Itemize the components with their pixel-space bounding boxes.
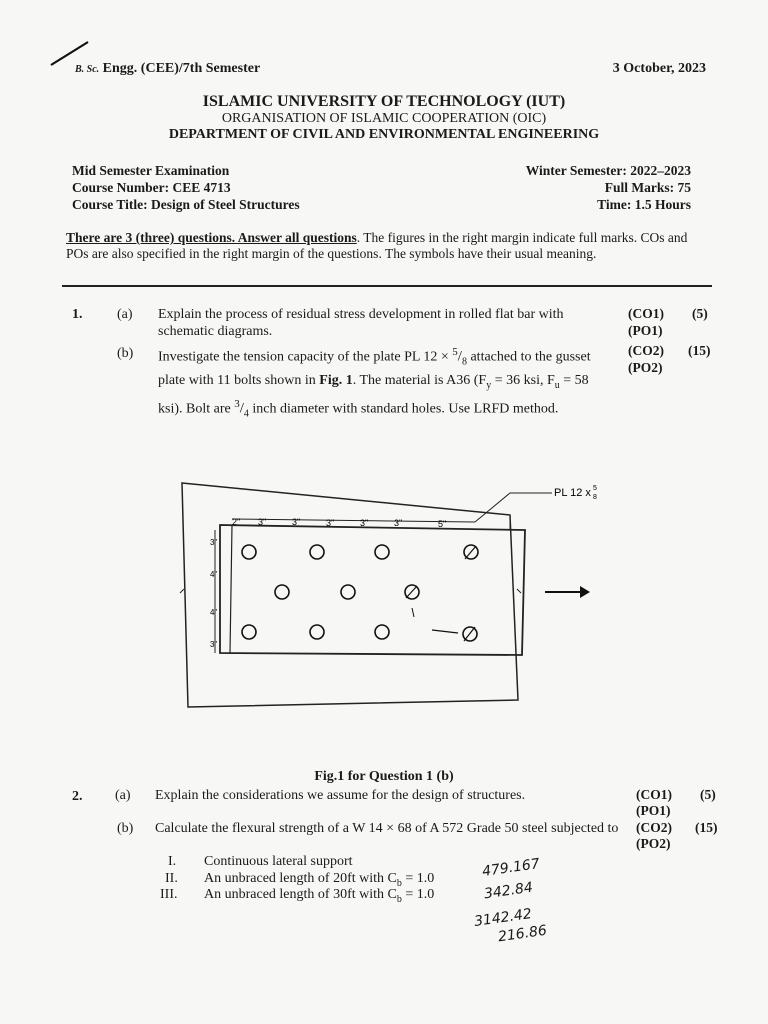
q1b-text-part: attached to the gusset plate with 11 bolts shown in <box>158 349 591 389</box>
exam-info-right <box>526 162 691 213</box>
dim-top: 3" <box>292 517 301 527</box>
q1a-po: (PO1) <box>628 323 663 338</box>
connection-figure <box>170 475 630 715</box>
dim-side: 3" <box>210 538 218 547</box>
q1b-marks: (15) <box>688 343 711 358</box>
q1b-co: (CO2) <box>628 343 664 358</box>
fig-reference: Fig. 1 <box>319 373 353 389</box>
dim-top: 2" <box>232 517 241 527</box>
exam-name: Mid Semester Examination <box>72 163 230 178</box>
handwritten-note: 3142.42 <box>473 906 533 930</box>
q1b-text-part: . The material is A36 (F <box>352 373 487 389</box>
full-marks: Full Marks: 75 <box>604 180 691 195</box>
divider <box>62 285 712 287</box>
frac-num: 5 <box>452 346 458 358</box>
q1a-label: (a) <box>117 307 133 322</box>
dim-side: 4" <box>210 570 218 579</box>
dim-top: 5" <box>438 519 447 529</box>
item-text: An unbraced length of 20ft with C <box>204 871 397 886</box>
instructions <box>66 230 706 262</box>
q2b-item-text <box>204 886 434 908</box>
instructions-lead: There are 3 (three) questions. Answer all questions <box>66 230 357 245</box>
degree-prefix: B. Sc. <box>75 64 100 75</box>
q2b-po: (PO2) <box>636 836 671 851</box>
handwritten-note: 342.84 <box>483 879 534 903</box>
course-number: Course Number: CEE 4713 <box>72 180 231 195</box>
cb-subscript: b <box>396 893 402 905</box>
dim-side: 4" <box>210 608 218 617</box>
q1a-text: Explain the process of residual stress development in rolled flat bar with schematic diagrams. <box>158 307 564 339</box>
university-name: ISLAMIC UNIVERSITY OF TECHNOLOGY (IUT) <box>202 93 566 110</box>
exam-time: Time: 1.5 Hours <box>597 197 691 212</box>
q1b-text-part: = 58 ksi). Bolt are <box>158 373 589 417</box>
q2b-label: (b) <box>117 821 134 836</box>
q2b-item-text: Continuous lateral support <box>204 854 353 869</box>
q2a-text: Explain the considerations we assume for the design of structures. <box>155 788 526 803</box>
bolt-frac-num: 3 <box>234 398 240 411</box>
cb-subscript: b <box>396 877 402 889</box>
bolt-hole <box>275 585 289 599</box>
handwritten-note: 479.167 <box>481 856 541 880</box>
item-text: An unbraced length of 30ft with C <box>204 887 397 902</box>
q1b-text-part: Investigate the tension capacity of the plate PL 12 × <box>158 349 449 365</box>
plate-label: PL 12 x <box>554 487 591 499</box>
q2b-item-num: III. <box>160 887 178 902</box>
bolt-hole <box>375 545 389 559</box>
q2b-marks: (15) <box>695 820 718 835</box>
course-title: Course Title: Design of Steel Structures <box>72 197 300 212</box>
fu-subscript: u <box>554 380 560 392</box>
q1b-text: Investigate the tension capacity of the plate PL $12 \times ^5/_8$ attached to the gusset plate with 11 bolts shown in Fig. 1. The material is A36 ($F_y = 36$ ksi, $F_u = 58$ ksi). Bolt are $^3/_4$ inch diameter with standard holes. Use LRFD method. <box>158 346 591 420</box>
item-tail: = 1.0 <box>401 871 435 886</box>
q2a-po: (PO1) <box>636 803 671 818</box>
q1b-text-part: inch diameter with standard holes. Use LRFD method. <box>248 401 559 417</box>
bolt-hole <box>242 625 256 639</box>
dim-top: 3" <box>360 518 369 528</box>
q2b-item-num: I. <box>168 854 177 869</box>
q1a-marks: (5) <box>692 306 708 321</box>
fy-subscript: y <box>486 380 492 392</box>
q1b-label: (b) <box>117 346 134 361</box>
bolt-frac-den: 4 <box>243 408 249 420</box>
exam-info-left <box>72 162 300 213</box>
bolt-hole <box>242 545 256 559</box>
bolt-hole <box>310 625 324 639</box>
bolt-hole <box>310 545 324 559</box>
q1b-text-part: = 36 ksi, F <box>491 373 555 389</box>
q2b-text: Calculate the flexural strength of a W 14 × 68 of A 572 Grade 50 steel subjected to <box>155 821 619 836</box>
department-name: DEPARTMENT OF CIVIL AND ENVIRONMENTAL ENGINEERING <box>168 127 600 142</box>
q2a-co: (CO1) <box>636 787 672 802</box>
dim-top: 3" <box>258 517 267 527</box>
q2b-item-num: II. <box>165 871 178 886</box>
q2b-co: (CO2) <box>636 820 672 835</box>
figure-caption: Fig.1 for Question 1 (b) <box>314 769 454 784</box>
program-name: Engg. (CEE)/7th Semester <box>102 61 261 76</box>
q1a-co: (CO1) <box>628 306 664 321</box>
plate-label-frac-num: 5 <box>593 485 597 492</box>
plate-label-frac-den: 8 <box>593 494 597 501</box>
label-leader <box>475 493 552 522</box>
bolt-hole <box>375 625 389 639</box>
q2a-marks: (5) <box>700 787 716 802</box>
semester: Winter Semester: 2022–2023 <box>525 163 691 178</box>
q1-number: 1. <box>72 307 83 322</box>
dim-side: 3" <box>210 640 218 649</box>
dim-top: 3" <box>326 518 335 528</box>
instructions-rest: . The figures in the right margin indicate full marks. COs and POs are also specified in the right margin of the questions. The symbols have their usual meaning. <box>66 230 688 261</box>
handwritten-note: 216.86 <box>497 922 548 946</box>
bolt-hole <box>341 585 355 599</box>
q2a-label: (a) <box>115 788 131 803</box>
q2-number: 2. <box>72 789 83 804</box>
organisation-name: ORGANISATION OF ISLAMIC COOPERATION (OIC) <box>221 111 547 126</box>
dim-top: 3" <box>394 518 403 528</box>
program-line <box>75 61 260 77</box>
exam-date: 3 October, 2023 <box>612 61 706 76</box>
frac-den: 8 <box>461 356 467 368</box>
tension-plate <box>220 525 525 655</box>
q1b-po: (PO2) <box>628 360 663 375</box>
item-tail: = 1.0 <box>401 887 435 902</box>
